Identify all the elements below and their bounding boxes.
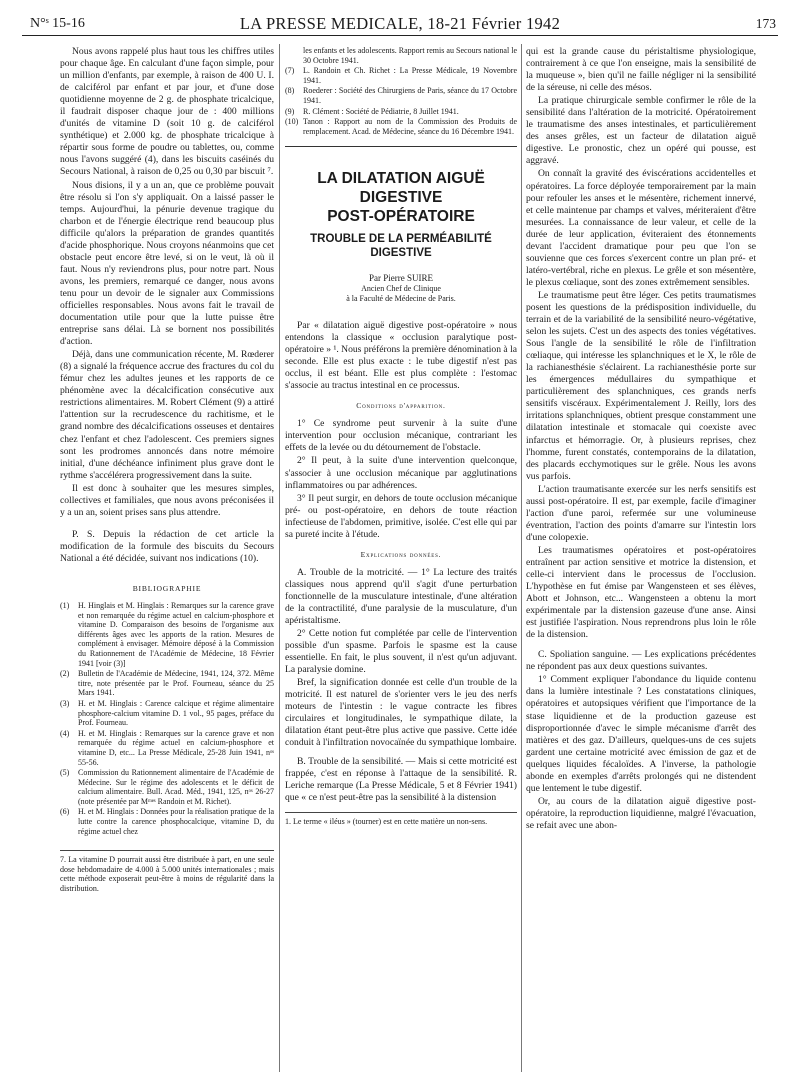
paragraph: C. Spoliation sanguine. — Les explications précédentes ne répondent pas aux deux questions suivantes. bbox=[526, 649, 756, 673]
bibliography-entry: (6) H. et M. Hinglais : Données pour la réalisation pratique de la lutte contre la carence phosphocalcique, vitamine D, du régime actuel chez bbox=[60, 807, 274, 836]
paragraph: Les traumatismes opératoires et post-opératoires entraînent par action sensitive et motrice la distension, et celle-ci intervient dans le processus de l'occlusion. L'hypothèse en fut émise par Wangensteen et ses élèves, Abott et Johnson, etc... Wangensteen a obtenu la mort expérimentale par la distension gazeuse d'une anse. Ainsi est justifiée l'aspiration. Nous reprendrons plus loin le rôle de la distension. bbox=[526, 544, 756, 641]
paragraph: Nous avons rappelé plus haut tous les chiffres utiles pour chaque âge. En calculant d'une façon simple, pour un million d'enfants, par exemple, à raison de 400 U. I. de calciférol par enfant et par jour, et d'une dose quotidienne moyenne de 2 g. de phosphate tricalcique, il faudrait disposer chaque jour de : 400 millions d'unités de vitamine D (soit 10 g. de calciférol synthétique) et 2.000 kg. de phosphate tricalcique à répartir sous forme de poudre ou tablettes, ou, comme nous l'avons suggéré (4), dans les biscuits caséinés du Secours National, à raison de 0,25 ou 0,30 par biscuit ⁷. bbox=[60, 46, 274, 178]
article-subtitle: TROUBLE DE LA PERMÉABILITÉ DIGESTIVE bbox=[310, 233, 492, 260]
column-separator bbox=[279, 44, 280, 1072]
paragraph: L'action traumatisante exercée sur les nerfs sensitifs est aussi post-opératoire. Il est, par exemple, facile d'imaginer l'action d'une paroi, refermée sur une volumineuse éventration, l'action des points d'amarre sur l'intestin lors d'une colopexie. bbox=[526, 483, 756, 543]
issue-number: N°ˢ 15-16 bbox=[30, 16, 85, 31]
bibliography-entry: (9) R. Clément : Société de Pédiatrie, 8 Juillet 1941. bbox=[285, 106, 459, 116]
bibliography-entry: (7) L. Randoin et Ch. Richet : La Presse Médicale, 19 Novembre 1941. bbox=[285, 66, 517, 85]
section-rule bbox=[285, 146, 517, 147]
running-header bbox=[22, 14, 778, 36]
postscript: P. S. Depuis la rédaction de cet article la modification de la formule des biscuits du Secours National a été décidée, suivant nos indications (10). bbox=[60, 528, 274, 564]
author-affiliation: Ancien Chef de Clinique à la Faculté de Médecine de Paris. bbox=[346, 284, 456, 304]
bibliography-entry: les enfants et les adolescents. Rapport remis au Secours national le 30 Octobre 1941. bbox=[303, 46, 517, 65]
paragraph: La pratique chirurgicale semble confirmer le rôle de la sensibilité dans l'altération de la motricité. Opératoirement le traumatisme des anses intestinales, et particulièrement des anses grêles, est un facteur de dilatation aiguë digestive. Le pronostic, chez un opéré qui pousse, est aggravé. bbox=[526, 95, 756, 167]
section-heading: Conditions d'apparition. bbox=[356, 401, 446, 411]
column-middle bbox=[285, 46, 517, 1070]
paragraph: 2° Il peut, à la suite d'une intervention quelconque, s'associer à une occlusion mécanique par agglutinations inflammatoires ou par adhérences. bbox=[285, 455, 517, 491]
paragraph: On connaît la gravité des éviscérations accidentelles et opératoires. La force déployée temporairement par la main pour refouler les anses et le mésentère, richement innervé, et celle maintenue par champs et valves, mériteraient d'être mesurées. La connaissance de leur valeur, et celle de la durée de leur application, éviteraient des étonnements devant l'accident dramatique pour peu que l'on se souvienne que ces forces s'exercent contre un plan pré- et latéro-vertébral, riche en plexus. Le grêle et son mésentère, le plexus cœliaque, sont des zones extrêmement sensibles. bbox=[526, 168, 756, 288]
journal-title: LA PRESSE MEDICALE, 18-21 Février 1942 bbox=[239, 14, 561, 33]
paragraph: 3° Il peut surgir, en dehors de toute occlusion mécanique pré- ou post-opératoire, en dehors de toute réaction infectieuse de l'abdomen, primitive, isolée. C'est elle qui par sa pureté incite à l'étude. bbox=[285, 492, 517, 540]
paragraph: qui est la grande cause du péristaltisme physiologique, contrairement à ce que l'on enseigne, mais la sensibilité de la muqueuse », bien qu'il ne faille négliger ni la sensibilité de la séreuse, ni celle des mésos. bbox=[526, 46, 756, 94]
section-heading: Explications données. bbox=[360, 549, 442, 559]
bibliography-entry: (1) H. Hinglais et M. Hinglais : Remarques sur la carence grave et non remarquée du régime actuel en calcium-phosphore et vitamine D. Comparaison des besoins de l'organisme aux différents âges avec les apports de la ration. Mesures de complément à envisager. Mémoire déposé à la Commission du Rationnement de l'Académie de Médecine, 18 Février 1941 [voir (3)] bbox=[60, 601, 274, 668]
paragraph: Il est donc à souhaiter que les mesures simples, collectives et familiales, que nous avons préconisées il y a un an, soient prises sans plus attendre. bbox=[60, 482, 274, 518]
footnote: 1. Le terme « iléus » (tourner) est en cette matière un non-sens. bbox=[285, 812, 517, 827]
column-separator bbox=[521, 44, 522, 1072]
bibliography-continued bbox=[285, 46, 517, 136]
paragraph: 1° Comment expliquer l'abondance du liquide contenu dans la lumière intestinale ? Les constatations cliniques, opératoires et autopsiques vérifient que l'importance de la stase liquidienne et de la production gazeuse est disproportionnée d'avec le simple mécanisme d'arrêt des matières et des gaz. D'ailleurs, quelques-uns de ces sujets gardent une certaine motricité avec émission de gaz et de quelques liquides fécaloïdes. A l'inverse, la pathologie abonde en exemples d'arrêts prolongés qui ne distendent que lentement le tube digestif. bbox=[526, 674, 756, 794]
article-title: LA DILATATION AIGUË DIGESTIVE POST-OPÉRATOIRE bbox=[317, 170, 485, 226]
paragraph: Bref, la signification donnée est celle d'un trouble de la motricité. Il est naturel de s'orienter vers le jeu des nerfs moteurs de l'intestin : le vague contracte les fibres circulaires et longitudinales, le sympathique dilate, la dilatation étant peut-être plus active que passive. Cette idée conduit à l'infiltration novocaïnée du sympathique lombaire. bbox=[285, 677, 517, 749]
column-left bbox=[60, 46, 274, 1070]
footnote: 7. La vitamine D pourrait aussi être distribuée à part, en une seule dose hebdomadaire de 4.000 à 5.000 unités internationales ; mais cette méthode exposerait peut-être à moins de régularité dans la distribution. bbox=[60, 850, 274, 893]
paragraph: A. Trouble de la motricité. — 1° La lecture des traités classiques nous apprend qu'il s'agit d'une perturbation fonctionnelle de la musculature intestinale, d'une altération de la contractilité, d'une paralysie de la musculature, d'un apéristaltisme. bbox=[285, 566, 517, 627]
bibliography bbox=[60, 601, 274, 836]
bibliography-entry: (4) H. et M. Hinglais : Remarques sur la carence grave et non remarquée du régime actuel en calcium-phosphore et vitamine D, etc... La Presse Médicale, 25-28 Juin 1941, nᵒˢ 55-56. bbox=[60, 728, 274, 767]
bibliography-entry: (8) Roederer : Société des Chirurgiens de Paris, séance du 17 Octobre 1941. bbox=[285, 86, 517, 105]
paragraph: B. Trouble de la sensibilité. — Mais si cette motricité est frappée, c'est en réponse à l'attaque de la sensibilité. R. Leriche remarque (La Presse Médicale, 5 et 8 Février 1941) que « ce n'est peut-être pas la sensibilité à la distension bbox=[285, 755, 517, 803]
bibliography-entry: (3) H. et M. Hinglais : Carence calcique et régime alimentaire phosphore-calcium vitamine D. 1 vol., 95 pages, préface du Prof. Fourneau. bbox=[60, 698, 274, 728]
paragraph: Déjà, dans une communication récente, M. Rœderer (8) a signalé la fréquence accrue des fractures du col du fémur chez les adultes jeunes et les rapports de ce phénomène avec la décalcification consécutive aux restrictions alimentaires. M. Robert Clément (9) a attiré l'attention sur la recrudescence du rachitisme, et le grand nombre des décalcifications osseuses et dentaires chez l'enfant et chez l'adolescent. Ces premiers signes sont les prodromes annoncés dans notre mémoire initial, d'une déchéance infiniment plus grave dont le rythme s'accélérera progressivement dans la suite. bbox=[60, 349, 274, 481]
page-number: 173 bbox=[755, 16, 776, 31]
paragraph: Nous disions, il y a un an, que ce problème pouvait être résolu si l'on s'y appliquait. On a laissé passer le temps. Aujourd'hui, la pénurie devenue tragique du charbon et de l'énergie électrique rend beaucoup plus difficile qu'alors la préparation de grandes quantités d'acide phosphorique. Nous croyons néanmoins que cet obstacle peut encore être levé, si on le veut, là où il faut. Nous n'y reviendrons plus, pour notre part. Nous avons, les premiers, remarqué ce danger, nous avons tenu pour un devoir de le signaler aux Commissions officielles responsables. Nous avons fait le travail de documentation utile pour que la lutte puisse être entreprise sans délai. Là se bornent nos possibilités d'action. bbox=[60, 179, 274, 348]
bibliography-heading: BIBLIOGRAPHIE bbox=[132, 583, 202, 593]
intro-paragraph: Par « dilatation aiguë digestive post-opératoire » nous entendons la classique « occlusion paralytique post-opératoire » ¹. Nous préférons la première dénomination à la seconde. Elle est plus exacte : le tube digestif n'est pas occlus, il est béant. Elle est plus complète : l'estomac s'associe au tractus intestinal en ce processus. bbox=[285, 319, 517, 392]
bibliography-entry: (5) Commission du Rationnement alimentaire de l'Académie de Médecine. Sur le régime des adolescents et le déficit de calcium alimentaire. Bull. Acad. Méd., 1941, 125, nᵒˢ 26-27 (note présentée par Mᵐᵉˢ Randoin et M. Richet). bbox=[60, 768, 274, 806]
article-author: Par Pierre SUIRE bbox=[369, 273, 433, 284]
paragraph: 2° Cette notion fut complétée par celle de l'intervention possible d'un spasme. Parfois le spasme est la cause essentielle. En fait, le plus souvent, il n'est qu'un adjuvant. La paralysie domine. bbox=[285, 628, 517, 676]
paragraph: Le traumatisme peut être léger. Ces petits traumatismes posent les questions de la prédisposition individuelle, du terrain et de la variabilité de la sensibilité neuro-végétative, selon les sujets. C'est un des aspects des tonies végétatives. Sous l'angle de la sensibilité le rôle de l'infiltration cœliaque, qui intéresse les splanchniques et le X, le rôle de la rachianesthésie s'éclairent. La rachianesthésie porte sur les émergences médullaires du sympathique et particulièrement des splanchniques, ces grands nerfs sensitifs viscéraux. Expérimentalement J. Reilly, lors des irritations splanchniques, obtient presque constamment une dilatation intestinale et stomacale qui coexiste avec infarctus et hémorragie. Or, à plusieurs reprises, chez l'homme, furent constatés, contemporains de la dilatation, des placards ecchymotiques sur le grêle. Nous les avons vus parfois. bbox=[526, 289, 756, 482]
bibliography-entry: (10) Tanon : Rapport au nom de la Commission des Produits de remplacement. Acad. de Médecine, séance du 16 Décembre 1941. bbox=[285, 117, 517, 136]
column-right bbox=[526, 46, 756, 1070]
paragraph: Or, au cours de la dilatation aiguë digestive post-opératoire, la reproduction liquidienne, malgré l'évacuation, se refait avec une abon- bbox=[526, 795, 756, 831]
paragraph: 1° Ce syndrome peut survenir à la suite d'une intervention pour occlusion mécanique, contrariant les effets de la levée ou du détournement de l'obstacle. bbox=[285, 418, 517, 454]
bibliography-entry: (2) Bulletin de l'Académie de Médecine, 1941, 124, 372. Même titre, note présentée par le Prof. Fourneau, séance du 25 Mars 1941. bbox=[60, 669, 274, 698]
